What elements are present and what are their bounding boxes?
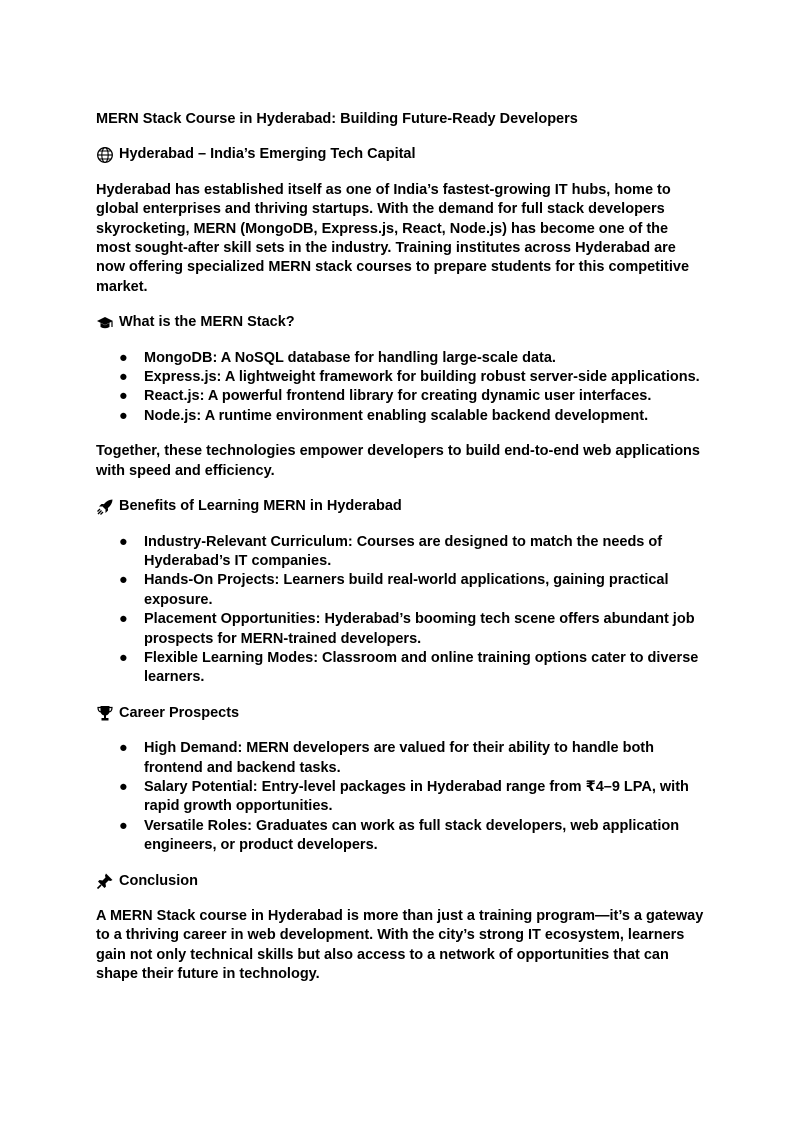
section-heading-text: Career Prospects [119,704,240,721]
bullet: ● [119,533,128,550]
list-item-text: Salary Potential: Entry-level packages in Hyderabad range from ₹4–9 LPA, with rapid growth opportunities. [144,778,689,815]
mern-summary-paragraph: Together, these technologies empower developers to build end-to-end web applications with speed and efficiency. [96,443,700,479]
list-item [119,387,706,406]
section-heading-what-is-mern [96,313,706,332]
bullet: ● [119,369,128,386]
list-item-text: Placement Opportunities: Hyderabad’s booming tech scene offers abundant job prospects for MERN-trained developers. [144,611,695,647]
section-heading-text: Conclusion [119,872,198,889]
bullet: ● [119,572,128,589]
list-item [119,778,706,817]
list-item-text: Flexible Learning Modes: Classroom and online training options cater to diverse learners. [144,649,699,686]
list-item [119,817,706,856]
section-heading-text: Hyderabad – India’s Emerging Tech Capital [119,146,416,163]
bullet: ● [119,349,128,366]
career-list [96,739,706,855]
list-item [119,610,706,649]
document-title: MERN Stack Course in Hyderabad: Building Future-Ready Developers [96,111,578,127]
list-item-text: Versatile Roles: Graduates can work as full stack developers, web application engineers, or product developers. [144,817,680,854]
list-item [119,649,706,688]
list-item [119,533,706,572]
pushpin-icon [96,872,114,890]
bullet: ● [119,778,128,795]
bullet: ● [119,611,128,628]
rocket-icon [96,498,114,516]
bullet: ● [119,388,128,405]
section-heading-conclusion [96,872,706,891]
section-heading-text: Benefits of Learning MERN in Hyderabad [119,498,402,515]
intro-paragraph: Hyderabad has established itself as one of India’s fastest-growing IT hubs, home to global enterprises and thriving startups. With the demand for full stack developers skyrocketing, MERN (MongoDB, Express.js, React, Node.js) has become one of the most sought-after skill sets in the industry. Training institutes across Hyderabad are now offering specialized MERN stack courses to prepare students for this competitive market. [96,181,690,295]
list-item-text: Express.js: A lightweight framework for building robust server-side applications. [144,369,700,386]
section-heading-career [96,704,706,723]
globe-icon [96,146,114,164]
list-item [119,739,706,778]
list-item-text: Industry-Relevant Curriculum: Courses are designed to match the needs of Hyderabad’s IT companies. [144,533,663,569]
list-item [119,349,706,368]
bullet: ● [119,649,128,666]
list-item-text: High Demand: MERN developers are valued for their ability to handle both frontend and backend tasks. [144,740,654,776]
conclusion-paragraph: A MERN Stack course in Hyderabad is more than just a training program—it’s a gateway to a thriving career in web development. With the city’s strong IT ecosystem, learners gain not only technical skills but also access to a network of opportunities that can shape their future in technology. [96,908,704,983]
section-heading-hyderabad [96,145,706,164]
list-item-text: MongoDB: A NoSQL database for handling large-scale data. [144,349,556,366]
benefits-list [96,533,706,688]
trophy-icon [96,704,114,722]
list-item [119,407,706,426]
graduation-cap-icon [96,314,114,332]
bullet: ● [119,817,128,834]
bullet: ● [119,407,128,424]
list-item [119,571,706,610]
mern-components-list [96,349,706,427]
section-heading-benefits [96,497,706,516]
list-item-text: Node.js: A runtime environment enabling scalable backend development. [144,407,649,424]
list-item-text: Hands-On Projects: Learners build real-world applications, gaining practical exposure. [144,572,669,608]
list-item-text: React.js: A powerful frontend library for creating dynamic user interfaces. [144,388,652,405]
document-page [96,110,706,1001]
list-item [119,368,706,387]
section-heading-text: What is the MERN Stack? [119,314,295,331]
bullet: ● [119,740,128,757]
